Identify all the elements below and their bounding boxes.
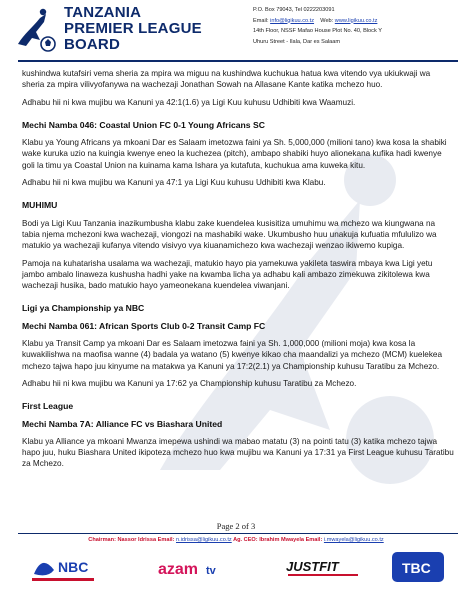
justfit-logo-icon: [286, 554, 366, 580]
sponsor-logos: [18, 548, 458, 588]
nbc-logo-text: NBC: [58, 559, 89, 575]
org-name-line1: TANZANIA: [64, 4, 142, 21]
letterhead: [0, 0, 472, 62]
address-line1: 14th Floor, NSSF Mafao House Plot No. 40, Block Y: [253, 28, 382, 35]
email-link[interactable]: info@ligikuu.co.tz: [270, 17, 315, 24]
paragraph: kushindwa kutafsiri vema sheria za mpira wa miguu na kushindwa kuchukua hatua kwa vitendo vya ukiukwaji wa sheria za mpira vilivyofanywa na wachezaji Jonathan Sowah na Allasane Kante katika mchezo huo.: [22, 69, 431, 90]
email-web-line: [253, 16, 468, 27]
section-subheading: Mechi Namba 061: African Sports Club 0-2 Transit Camp FC: [22, 320, 266, 331]
tbc-logo-icon: [388, 548, 448, 586]
paragraph: Klabu ya Alliance ya mkoani Mwanza imepewa ushindi wa mabao matatu (3) na pointi tatu (3) katika mchezo tajwa hapo juu, huku Biashara United ikipoteza mchezo huo kwa mujibu wa Kanuni ya 17:31 ya First League kuhusu Taratibu za Mchezo.: [22, 436, 454, 469]
nbc-logo-icon: [28, 548, 98, 586]
ceo-name: Ibrahim Mwayela: [259, 537, 304, 543]
officials-line: [0, 537, 472, 543]
address-line2: Uhuru Street - Ilala, Dar es Salaam: [253, 38, 341, 45]
document-body: [22, 68, 454, 476]
paragraph: Adhabu hii ni kwa mujibu wa Kanuni ya 42:1(1.6) ya Ligi Kuu kuhusu Udhibiti kwa Waamuzi.: [22, 97, 356, 107]
ceo-label: Ag. CEO:: [233, 537, 258, 543]
section-heading: MUHIMU: [22, 200, 58, 211]
organization-name: [64, 5, 234, 53]
paragraph: Klabu ya Transit Camp ya mkoani Dar es Salaam imetozwa faini ya Sh. 1,000,000 (milioni moja) kwa kosa la kuwakilishwa na maofisa wanne (4) badala ya watano (5) kwenye kikao cha maandalizi ya mchezo (MCM) kuelekea mchezo tajwa hapo juu kinyume na matakwa ya Kanuni ya 17:2(2.1) ya Championship kuhusu Taratibu za Mchezo.: [22, 339, 443, 371]
contact-block: [253, 5, 468, 47]
paragraph: Pamoja na kuhatarisha usalama wa wachezaji, matukio hayo pia yamekuwa yakileta taswira mbaya kwa Ligi yetu jambo ambalo linaweza kushusha hadhi yake na kwamba licha ya adhabu kali ambazo zimekuwa zikitolewa kwa wachezaji husika, bado matukio hayo yameonekana kuendelea viwanjani.: [22, 258, 433, 291]
org-name-line2: PREMIER LEAGUE: [64, 20, 202, 37]
web-link[interactable]: www.ligikuu.co.tz: [334, 17, 378, 24]
section-heading: Mechi Namba 046: Coastal Union FC 0-1 Young Africans SC: [22, 119, 265, 130]
ceo-email-label: Email:: [305, 537, 323, 543]
footer-divider: [18, 533, 458, 534]
azam-tv-logo-icon: [156, 556, 226, 580]
email-label: Email:: [253, 17, 269, 24]
chairman-name: Nassor Idrissa: [117, 537, 157, 543]
chairman-label: Chairman:: [88, 537, 116, 543]
football-player-logo-icon: [10, 4, 60, 54]
azam-logo-text: azam: [158, 561, 199, 578]
chairman-email-link[interactable]: n.idrissa@ligikuu.co.tz: [176, 537, 232, 543]
web-label: Web:: [320, 17, 334, 24]
section-heading: First League: [22, 401, 74, 412]
page-number: Page 2 of 3: [216, 521, 256, 531]
paragraph: Bodi ya Ligi Kuu Tanzania inazikumbusha klabu zake kuendelea kusisitiza umuhimu wa mchezo wa kiungwana na tabia njema mchezoni kwa wachezaji, viongozi na mashabiki wake. Ukumbusho huu unakuja kufuatia mfululizo wa matukio ya wachezaji kufanya vitendo visivyo vya kiuanamichezo kwa wachezaji wenzao ikiwemo kupiga.: [22, 218, 437, 251]
chairman-email-label: Email:: [157, 537, 175, 543]
po-box: P.O. Box 79043, Tel 0222203091: [253, 7, 335, 13]
header-divider: [18, 60, 458, 62]
section-heading: Ligi ya Championship ya NBC: [22, 303, 145, 314]
section-subheading: Mechi Namba 7A: Alliance FC vs Biashara United: [22, 418, 223, 429]
azam-tv-logo-text: tv: [206, 565, 216, 577]
ceo-email-link[interactable]: i.mwayela@ligikuu.co.tz: [323, 537, 384, 543]
tbc-logo-text: TBC: [402, 560, 431, 576]
paragraph: Adhabu hii ni kwa mujibu wa Kanuni ya 17:62 ya Championship kuhusu Taratibu za Mchezo.: [22, 378, 357, 388]
org-name-line3: BOARD: [64, 36, 120, 53]
paragraph: Klabu ya Young Africans ya mkoani Dar es Salaam imetozwa faini ya Sh. 5,000,000 (milioni tano) kwa kosa la shabiki wake kuruka uzio na kuingia kwenye eneo la kuchezea (pitch), ambapo shabiki huyo alionekana kufika hadi kwenye goli la timu ya Coastal Union na kuinama kama Ishara ya kutafuta, kuchukua ama kuweka kitu.: [22, 138, 447, 170]
paragraph: Adhabu hii ni kwa mujibu wa Kanuni ya 47:1 ya Ligi Kuu kuhusu Udhibiti kwa Klabu.: [22, 178, 326, 188]
justfit-logo-text: JUSTFIT: [286, 559, 339, 574]
